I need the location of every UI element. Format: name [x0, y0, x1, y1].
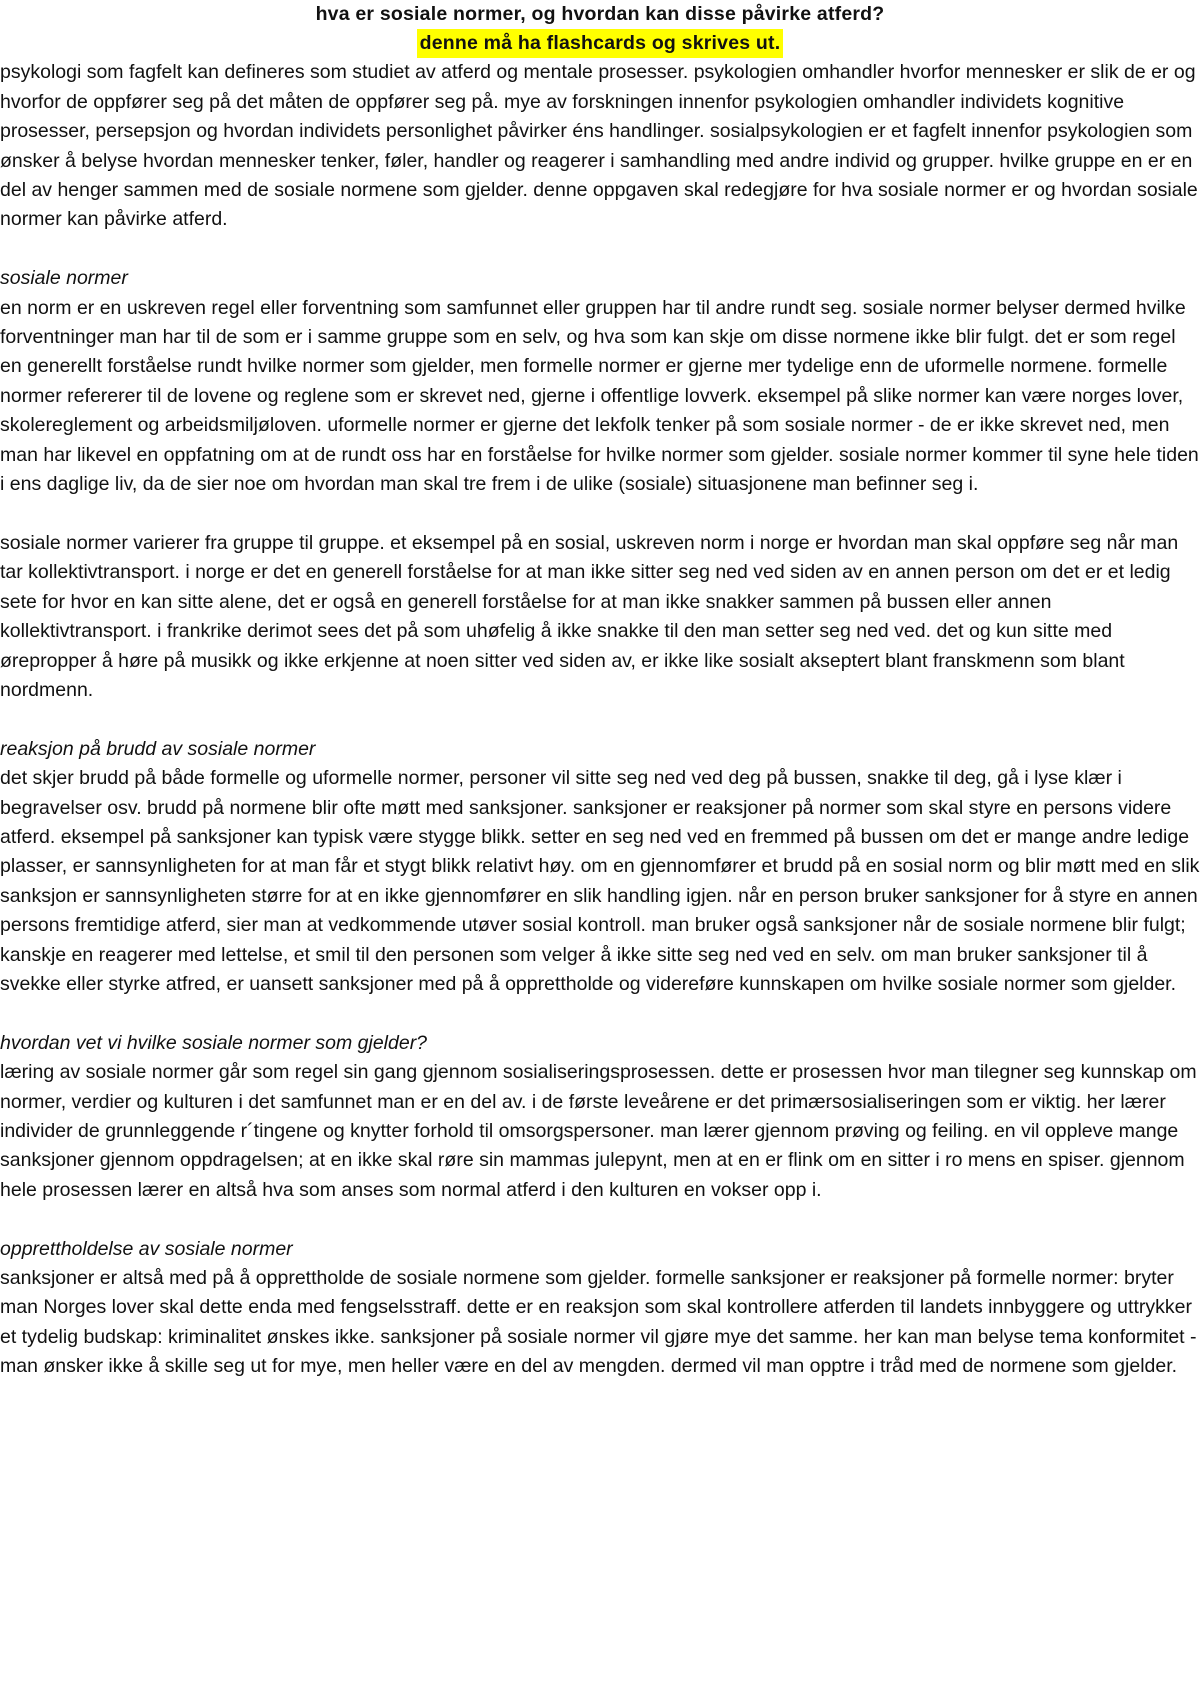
blank-line: [0, 499, 1200, 528]
section-heading-hvordan-vet-vi: hvordan vet vi hvilke sosiale normer som gjelder?: [0, 1031, 428, 1054]
section-heading-reaksjon: reaksjon på brudd av sosiale normer: [0, 737, 316, 760]
title-block: [0, 0, 1200, 58]
blank-line: [0, 705, 1200, 734]
document-title: hva er sosiale normer, og hvordan kan disse påvirke atferd?: [315, 3, 885, 25]
section-heading-opprettholdelse: opprettholdelse av sosiale normer: [0, 1237, 293, 1260]
intro-paragraph: psykologi som fagfelt kan defineres som studiet av atferd og mentale prosesser. psykologien omhandler hvorfor mennesker er slik de er og hvorfor de oppfører seg på det måten de oppfører seg på. mye av forskningen innenfor psykologien omhandler individets kognitive prosesser, persepsjon og hvordan individets personlighet påvirker éns handlinger. sosialpsykologien er et fagfelt innenfor psykologien som ønsker å belyse hvordan mennesker tenker, føler, handler og reagerer i samhandling med andre individ og grupper. hvilke gruppe en er en del av henger sammen med de sosiale normene som gjelder. denne oppgaven skal redegjøre for hva sosiale normer er og hvordan sosiale normer kan påvirke atferd.: [0, 61, 1198, 231]
blank-line: [0, 999, 1200, 1028]
section-paragraph: sosiale normer varierer fra gruppe til gruppe. et eksempel på en sosial, uskreven norm i norge er hvordan man skal oppføre seg når man tar kollektivtransport. i norge er det en generell forståelse for at man ikke sitter seg ned ved siden av en annen person om det er et ledig sete for hvor en kan sitte alene, det er også en generell forståelse for at man ikke snakker sammen på bussen eller annen kollektivtransport. i frankrike derimot sees det på som uhøfelig å ikke snakke til den man setter seg ned ved. det og kun sitte med ørepropper å høre på musikk og ikke erkjenne at noen sitter ved siden av, er ikke like sosialt akseptert blant franskmenn som blant nordmenn.: [0, 531, 1179, 701]
section-paragraph: det skjer brudd på både formelle og uformelle normer, personer vil sitte seg ned ved deg på bussen, snakke til deg, gå i lyse klær i begravelser osv. brudd på normene blir ofte møtt med sanksjoner. sanksjoner er reaksjoner på normer som skal styre en persons videre atferd. eksempel på sanksjoner kan typisk være stygge blikk. setter en seg ned ved en fremmed på bussen om det er mange andre ledige plasser, er sannsynligheten for at man får et stygt blikk relativt høy. om en gjennomfører et brudd på en sosial norm og blir møtt med en slik sanksjon er sannsynligheten større for at en ikke gjennomfører en slik handling igjen. når en person bruker sanksjoner for å styre en annen persons fremtidige atferd, sier man at vedkommende utøver sosial kontroll. man bruker også sanksjoner når de sosiale normene blir fulgt; kanskje en reagerer med lettelse, et smil til den personen som velger å ikke sitte seg ned ved en selv. om man bruker sanksjoner til å svekke eller styrke atfred, er uansett sanksjoner med på å opprettholde og videreføre kunnskapen om hvilke sosiale normer som gjelder.: [0, 767, 1200, 995]
section-paragraph: sanksjoner er altså med på å opprettholde de sosiale normene som gjelder. formelle sanksjoner er reaksjoner på formelle normer: bryter man Norges lover skal dette enda med fengselsstraff. dette er en reaksjon som skal kontrollere atferden til landets innbyggere og uttrykker et tydelig budskap: kriminalitet ønskes ikke. sanksjoner på sosiale normer vil gjøre mye det samme. her kan man belyse tema konformitet - man ønsker ikke å skille seg ut for mye, men heller være en del av mengden. dermed vil man opptre i tråd med de normene som gjelder.: [0, 1266, 1197, 1378]
section-heading-sosiale-normer: sosiale normer: [0, 267, 128, 290]
highlighted-note: denne må ha flashcards og skrives ut.: [417, 29, 784, 58]
blank-line: [0, 1205, 1200, 1234]
blank-line: [0, 235, 1200, 264]
section-paragraph: en norm er en uskreven regel eller forventning som samfunnet eller gruppen har til andre rundt seg. sosiale normer belyser dermed hvilke forventninger man har til de som er i samme gruppe som en selv, og hva som kan skje om disse normene ikke blir fulgt. det er som regel en generellt forståelse rundt hvilke normer som gjelder, men formelle normer er gjerne mer tydelige enn de uformelle normene. formelle normer refererer til de lovene og reglene som er skrevet ned, gjerne i offentlige lovverk. eksempel på slike normer kan være norges lover, skolereglement og arbeidsmiljøloven. uformelle normer er gjerne det lekfolk tenker på som sosiale normer - de er ikke skrevet ned, men man har likevel en oppfatning om at de rundt oss har en forståelse for hvilke normer som gjelder. sosiale normer kommer til syne hele tiden i ens daglige liv, da de sier noe om hvordan man skal tre frem i de ulike (sosiale) situasjonene man befinner seg i.: [0, 296, 1199, 496]
section-paragraph: læring av sosiale normer går som regel sin gang gjennom sosialiseringsprosessen. dette er prosessen hvor man tilegner seg kunnskap om normer, verdier og kulturen i det samfunnet man er en del av. i de første leveårene er det primærsosialiseringen som er viktig. her lærer individer de grunnleggende r´tingene og knytter forhold til omsorgspersoner. man lærer gjennom prøving og feiling. en vil oppleve mange sanksjoner gjennom oppdragelsen; at en ikke skal røre sin mammas julepynt, men at en er flink om en sitter i ro mens en spiser. gjennom hele prosessen lærer en altså hva som anses som normal atferd i den kulturen en vokser opp i.: [0, 1061, 1197, 1201]
